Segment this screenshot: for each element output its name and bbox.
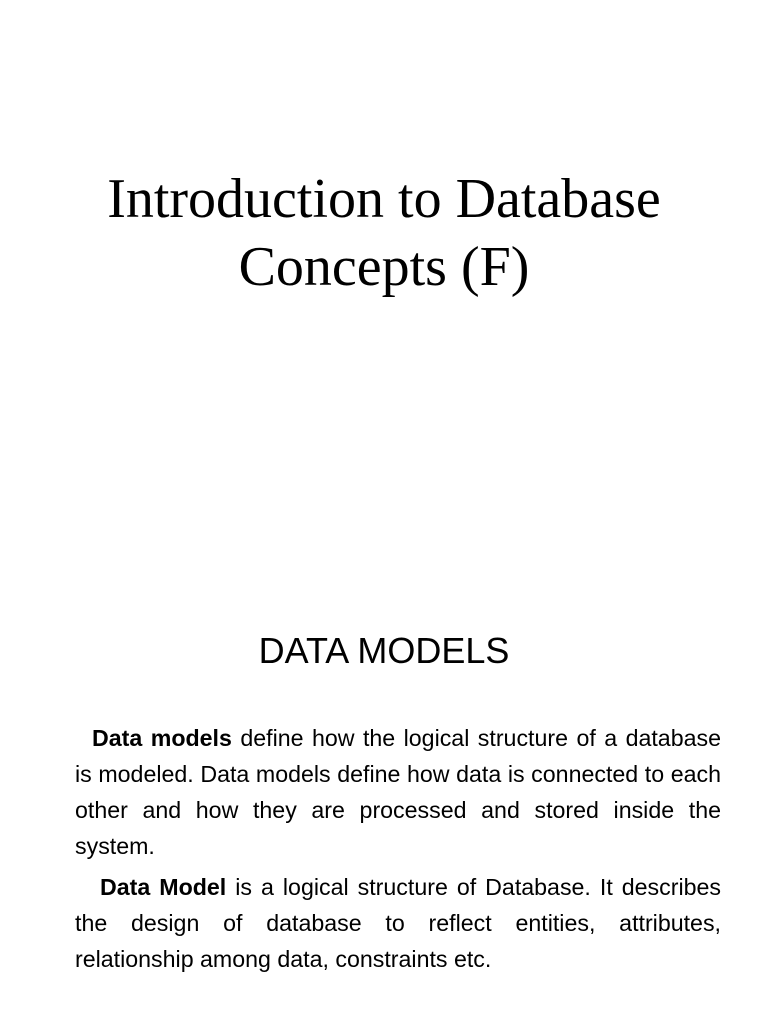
title-line-2: Concepts (F) [238,236,530,298]
page-title [0,165,768,301]
body-text [75,720,721,982]
paragraph-text: define how the logical structure of a database is modeled. Data models define how data is connected to each other and how they are processed and stored inside the system. [75,725,721,859]
section-heading: DATA MODELS [258,630,510,671]
bold-term: Data models [92,725,232,751]
paragraph-text: is a logical structure of Database. It describes the design of database to reflect entities, attributes, relationship among data, constraints etc. [75,874,722,972]
title-line-1: Introduction to Database [107,168,661,230]
bold-term: Data Model [100,874,227,900]
paragraph-data-models [75,720,721,864]
paragraph-data-model [75,869,721,977]
